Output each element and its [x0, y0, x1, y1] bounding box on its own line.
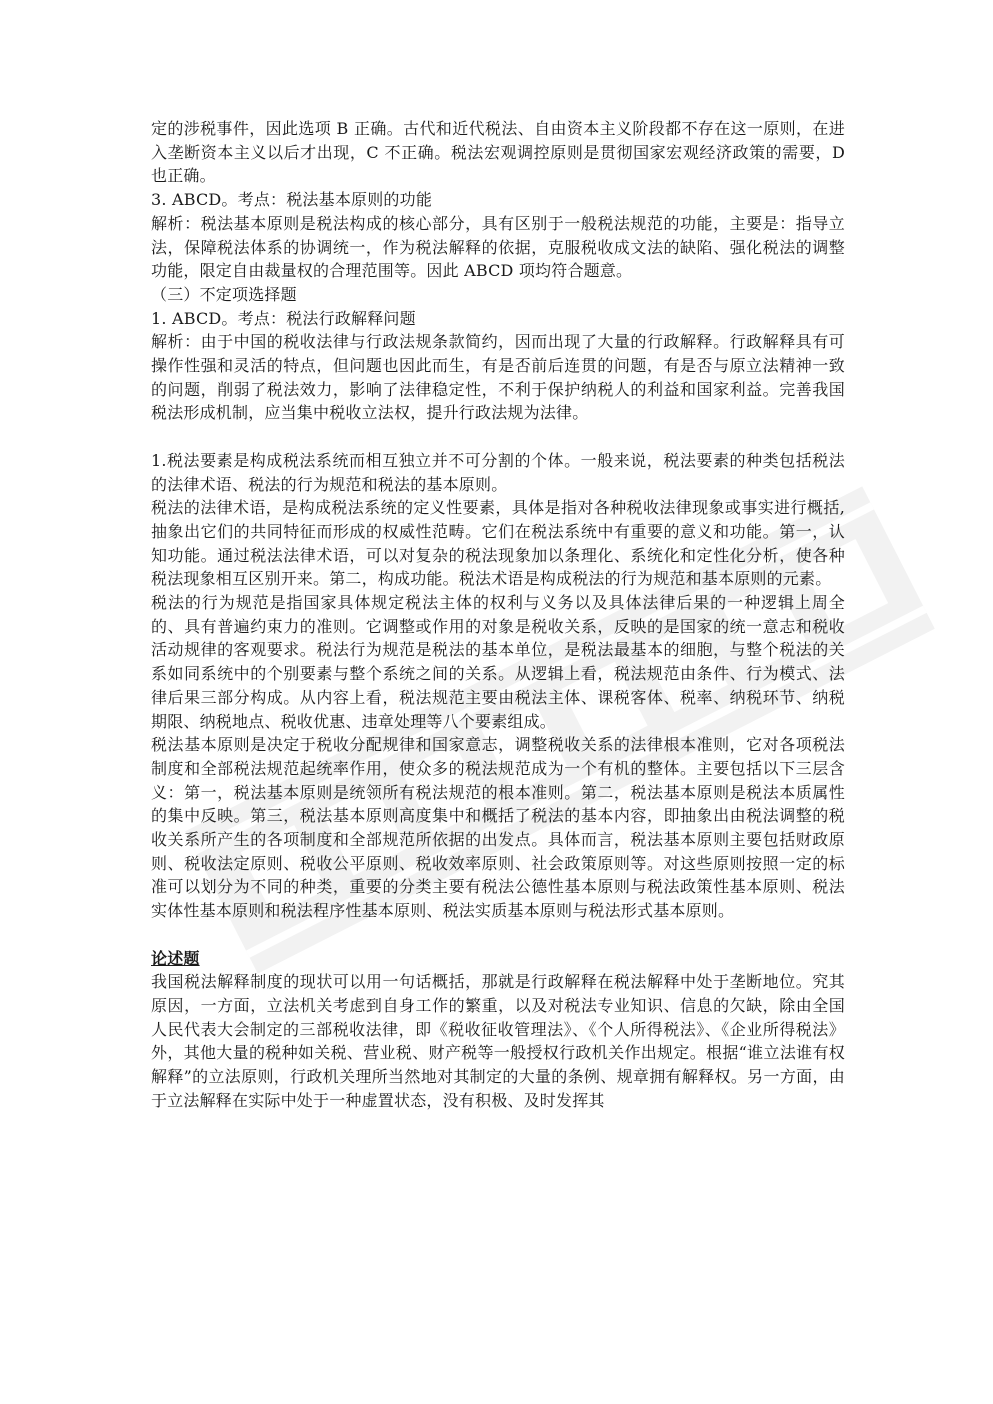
indefinite-answer-1-analysis: 解析：由于中国的税收法律与行政法规条款简约，因而出现了大量的行政解释。行政解释具有可操作性强和灵活的特点，但问题也因此而生，有是否前后连贯的问题，有是否与原立法精神一致的问题，削弱了税法效力，影响了法律稳定性，不利于保护纳税人的利益和国家利益。完善我国税法形成机制，应当集中税收立法权，提升行政法规为法律。: [151, 332, 845, 423]
essay-question-heading: 论述题: [151, 948, 200, 968]
tax-elements-intro: 1.税法要素是构成税法系统而相互独立并不可分割的个体。一般来说，税法要素的种类包括税法的法律术语、税法的行为规范和税法的基本原则。: [151, 450, 845, 494]
tax-legal-terms-paragraph: 税法的法律术语，是构成税法系统的定义性要素，具体是指对各种税收法律现象或事实进行概括,抽象出它们的共同特征而形成的权威性范畴。它们在税法系统中有重要的意义和功能。第一，认知功能。通过税法法律术语，可以对复杂的税法现象加以条理化、系统化和定性化分析，使各种税法现象相互区别开来。第二，构成功能。税法术语是构成税法的行为规范和基本原则的元素。: [151, 498, 845, 589]
answer-continuation: 定的涉税事件，因此选项 B 正确。古代和近代税法、自由资本主义阶段都不存在这一原则，在进入垄断资本主义以后才出现，C 不正确。税法宏观调控原则是贯彻国家宏观经济政策的需要，D 也正确。: [151, 119, 845, 186]
indefinite-answer-1-heading: 1. ABCD。考点：税法行政解释问题: [151, 308, 416, 328]
section-heading-indefinite-choice: （三）不定项选择题: [151, 284, 297, 304]
paragraph-gap: [151, 923, 845, 947]
tax-basic-principles-paragraph: 税法基本原则是决定于税收分配规律和国家意志，调整税收关系的法律根本准则，它对各项税法制度和全部税法规范起统率作用，使众多的税法规范成为一个有机的整体。主要包括以下三层含义：第一，税法基本原则是统领所有税法规范的根本准则。第二，税法基本原则是税法本质属性的集中反映。第三，税法基本原则高度集中和概括了税法的基本内容，即抽象出由税法调整的税收关系所产生的各项制度和全部规范所依据的出发点。具体而言，税法基本原则主要包括财政原则、税收法定原则、税收公平原则、税收效率原则、社会政策原则等。对这些原则按照一定的标准可以划分为不同的种类，重要的分类主要有税法公德性基本原则与税法政策性基本原则、税法实体性基本原则和税法程序性基本原则、税法实质基本原则与税法形式基本原则。: [151, 735, 845, 921]
paragraph-gap: [151, 425, 845, 449]
tax-behavior-norms-paragraph: 税法的行为规范是指国家具体规定税法主体的权利与义务以及具体法律后果的一种逻辑上周全的、具有普遍约束力的准则。它调整或作用的对象是税收关系，反映的是国家的统一意志和税收活动规律的客观要求。税法行为规范是税法的基本单位，是税法最基本的细胞，与整个税法的关系如同系统中的个别要素与整个系统之间的关系。从逻辑上看，税法规范由条件、行为模式、法律后果三部分构成。从内容上看，税法规范主要由税法主体、课税客体、税率、纳税环节、纳税期限、纳税地点、税收优惠、违章处理等八个要素组成。: [151, 593, 845, 731]
answer-3-analysis: 解析：税法基本原则是税法构成的核心部分，具有区别于一般税法规范的功能，主要是：指导立法，保障税法体系的协调统一，作为税法解释的依据，克服税收成文法的缺陷、强化税法的调整功能，限定自由裁量权的合理范围等。因此 ABCD 项均符合题意。: [151, 213, 845, 281]
answer-3-heading: 3. ABCD。考点：税法基本原则的功能: [151, 190, 433, 210]
document-body: [151, 117, 845, 1113]
essay-answer-paragraph: 我国税法解释制度的现状可以用一句话概括，那就是行政解释在税法解释中处于垄断地位。究其原因，一方面，立法机关考虑到自身工作的繁重，以及对税法专业知识、信息的欠缺，除由全国人民代表大会制定的三部税收法律，即《税收征收管理法》、《个人所得税法》、《企业所得税法》外，其他大量的税种如关税、营业税、财产税等一般授权行政机关作出规定。根据“谁立法谁有权解释”的立法原则，行政机关理所当然地对其制定的大量的条例、规章拥有解释权。另一方面，由于立法解释在实际中处于一种虚置状态，没有积极、及时发挥其: [151, 972, 845, 1110]
